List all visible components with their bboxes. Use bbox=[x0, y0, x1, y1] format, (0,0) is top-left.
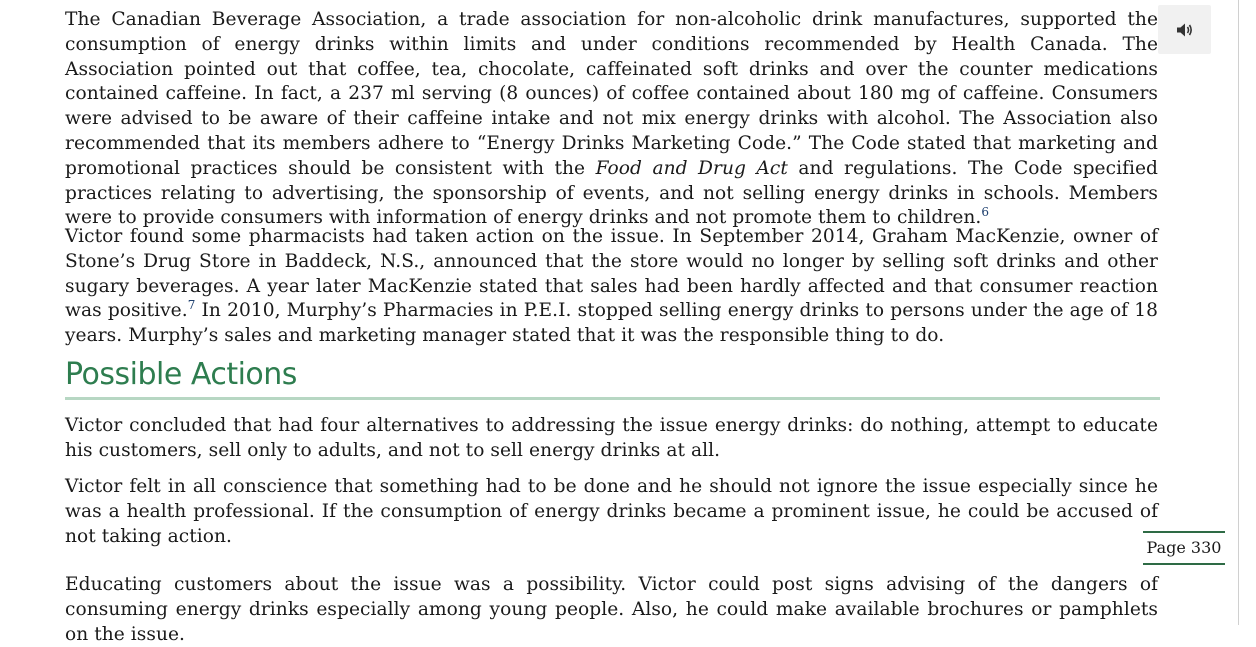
speaker-icon bbox=[1176, 22, 1194, 38]
paragraph-text: In 2010, Murphy’s Pharmacies in P.E.I. stopped selling energy drinks to persons under the age of 18 years. Murphy’s sales and marketing manager stated that it was the responsible thing to do. bbox=[65, 300, 1159, 347]
paragraph-industry-association bbox=[65, 8, 1158, 231]
footnote-reference-7[interactable]: 7 bbox=[187, 298, 196, 313]
act-title-italic: Food and Drug Act bbox=[595, 157, 788, 179]
paragraph-pharmacist-actions bbox=[65, 225, 1158, 349]
footnote-reference-6[interactable]: 6 bbox=[981, 205, 990, 220]
paragraph-conscience: Victor felt in all conscience that something had to be done and he should not ignore the issue especially since he was a health professional. If the consumption of energy drinks became a prominent issue, he could be accused of not taking action. bbox=[65, 476, 1158, 547]
paragraph-text: The Canadian Beverage Association, a trade association for non-alcoholic drink manufactures, supported the consumption of energy drinks within limits and under conditions recommended by Health Canada. The Association pointed out that coffee, tea, chocolate, caffeinated soft drinks and over the counter medications contained caffeine. In fact, a 237 ml serving (8 ounces) of coffee contained about 180 mg of caffeine. Consumers were advised to be aware of their caffeine intake and not mix energy drinks with alcohol. The Association also recommended that its members adhere to “Energy Drinks Marketing Code.” The Code stated that marketing and promotional practices should be consistent with the bbox=[65, 9, 1158, 179]
section-heading-possible-actions: Possible Actions bbox=[65, 355, 1160, 400]
page-number-marker: Page 330 bbox=[1143, 531, 1225, 565]
right-edge-divider bbox=[1238, 0, 1239, 625]
paragraph-text: and regulations. The Code specified practices relating to advertising, the sponsorship of events, and not selling energy drinks in schools. Members were to provide consumers with information of energy drinks and not promote them to children. bbox=[65, 157, 1158, 229]
paragraph-educating-customers: Educating customers about the issue was a possibility. Victor could post signs advising of the dangers of consuming energy drinks especially among young people. Also, he could make available brochures or pamphlets on the issue. bbox=[65, 574, 1158, 645]
paragraph-alternatives: Victor concluded that had four alternatives to addressing the issue energy drinks: do nothing, attempt to educate his customers, sell only to adults, and not to sell energy drinks at all. bbox=[65, 415, 1158, 461]
paragraph-text: Victor found some pharmacists had taken action on the issue. In September 2014, Graham MacKenzie, owner of Stone’s Drug Store in Baddeck, N.S., announced that the store would no longer by selling soft drinks and other sugary beverages. A year later MacKenzie stated that sales had been hardly affected and that consumer reaction was positive. bbox=[65, 226, 1158, 322]
read-aloud-button[interactable] bbox=[1158, 5, 1211, 54]
